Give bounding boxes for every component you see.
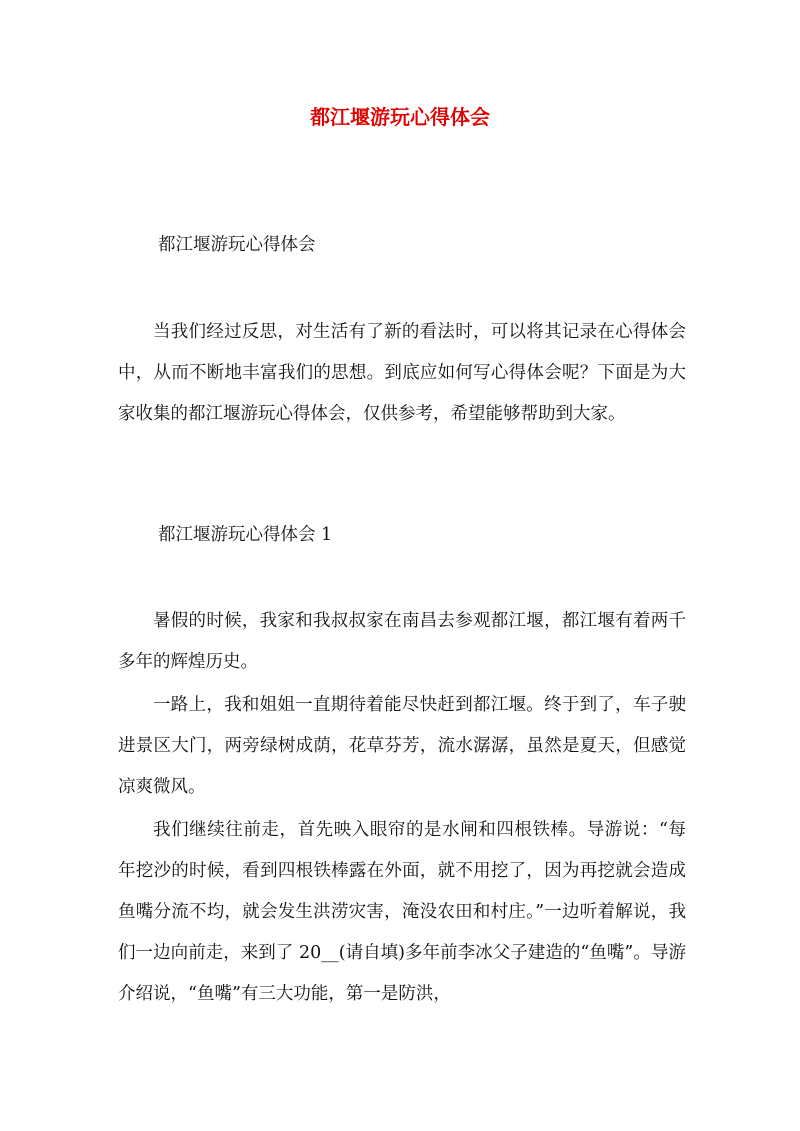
body-paragraph-2: 一路上，我和姐姐一直期待着能尽快赶到都江堰。终于到了，车子驶进景区大门，两旁绿树成荫，花草芬芳，流水潺潺，虽然是夏天，但感觉凉爽微风。 [118,695,686,797]
section-heading: 都江堰游玩心得体会 1 [158,525,333,545]
body-paragraph-1: 暑假的时候，我家和我叔叔家在南昌去参观都江堰，都江堰有着两千多年的辉煌历史。 [118,611,686,672]
intro-paragraph: 当我们经过反思，对生活有了新的看法时，可以将其记录在心得体会中，从而不断地丰富我们的思想。到底应如何写心得体会呢？下面是为大家收集的都江堰游玩心得体会，仅供参考，希望能够帮助到大家。 [118,322,686,424]
document-title: 都江堰游玩心得体会 [310,105,490,129]
document-subtitle: 都江堰游玩心得体会 [158,235,316,255]
body-paragraph-3: 我们继续往前走，首先映入眼帘的是水闸和四根铁棒。导游说：“每年挖沙的时候，看到四根铁棒露在外面，就不用挖了，因为再挖就会造成鱼嘴分流不均，就会发生洪涝灾害，淹没农田和村庄。”一边听着解说，我们一边向前走，来到了 20__(请自填)多年前李冰父子建造的“鱼嘴”。导游介绍说，“鱼嘴”有三大功能，第一是防洪， [118,820,686,1004]
